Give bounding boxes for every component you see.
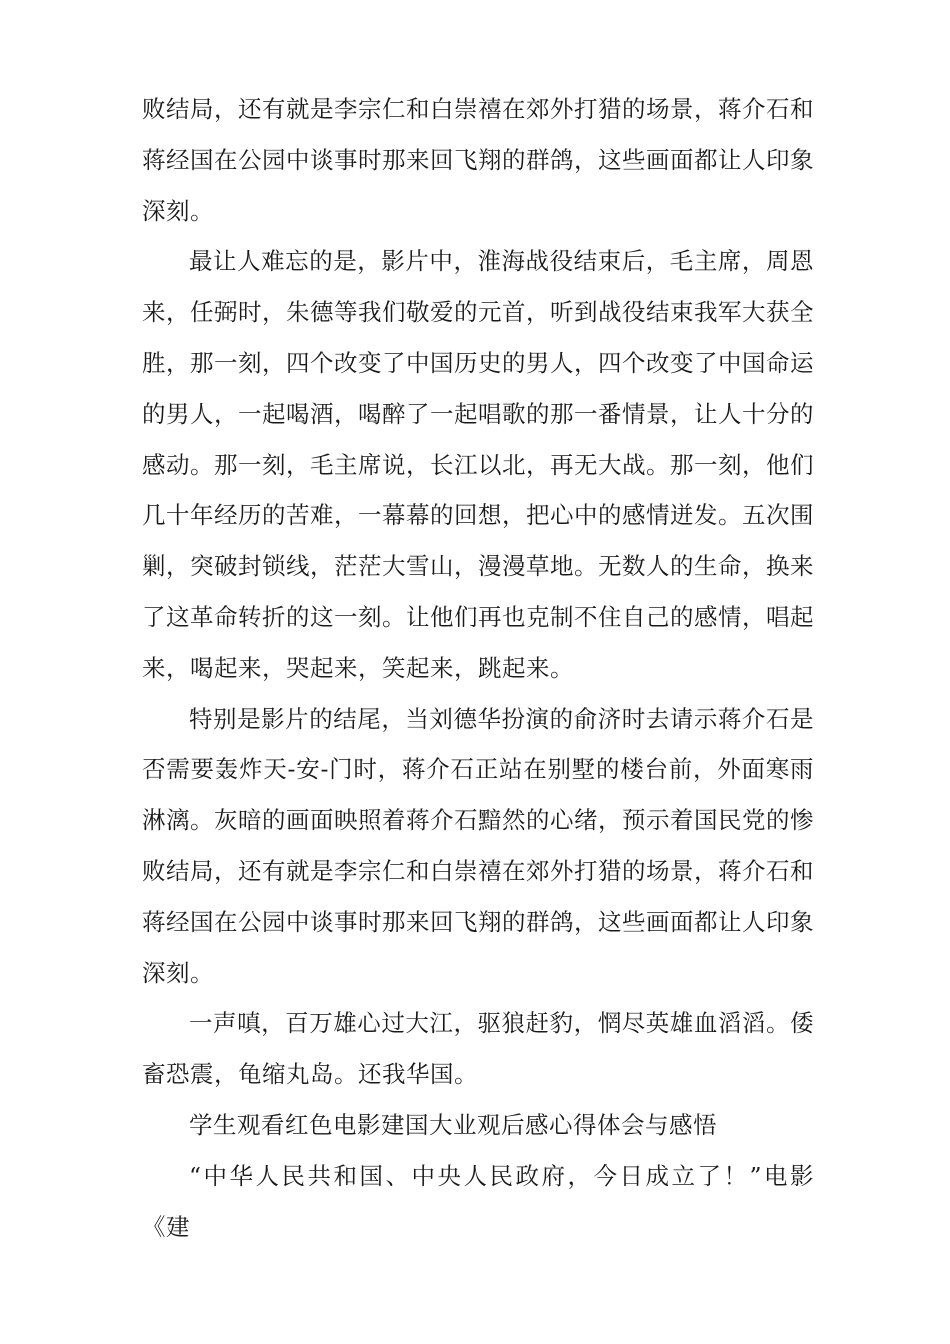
paragraph-poem: 一声嗔，百万雄心过大江，驱狼赶豹，惘尽英雄血滔滔。倭畜恐震，龟缩丸岛。还我华国。 (142, 1009, 814, 1089)
paragraph-opening-quote: “中华人民共和国、中央人民政府，今日成立了！”电影《建 (142, 1161, 814, 1241)
document-body (142, 84, 814, 1252)
paragraph-continuation: 败结局，还有就是李宗仁和白崇禧在郊外打猎的场景，蒋介石和蒋经国在公园中谈事时那来回飞翔的群鸽，这些画面都让人印象深刻。 (142, 95, 814, 225)
section-title: 学生观看红色电影建国大业观后感心得体会与感悟 (189, 1110, 717, 1139)
paragraph-unforgettable-scene: 最让人难忘的是，影片中，淮海战役结束后，毛主席，周恩来，任弼时，朱德等我们敬爱的元首，听到战役结束我军大获全胜，那一刻，四个改变了中国历史的男人，四个改变了中国命运的男人，一起喝酒，喝醉了一起唱歌的那一番情景，让人十分的感动。那一刻，毛主席说，长江以北，再无大战。那一刻，他们几十年经历的苦难，一幕幕的回想，把心中的感情迸发。五次围剿，突破封锁线，茫茫大雪山，漫漫草地。无数人的生命，换来了这革命转折的这一刻。让他们再也克制不住自己的感情，唱起来，喝起来，哭起来，笑起来，跳起来。 (142, 247, 814, 682)
paragraph-ending-scene: 特别是影片的结尾，当刘德华扮演的俞济时去请示蒋介石是否需要轰炸天-安-门时，蒋介石正站在别墅的楼台前，外面寒雨淋漓。灰暗的画面映照着蒋介石黯然的心绪，预示着国民党的惨败结局，还有就是李宗仁和白崇禧在郊外打猎的场景，蒋介石和蒋经国在公园中谈事时那来回飞翔的群鸽，这些画面都让人印象深刻。 (142, 704, 814, 987)
